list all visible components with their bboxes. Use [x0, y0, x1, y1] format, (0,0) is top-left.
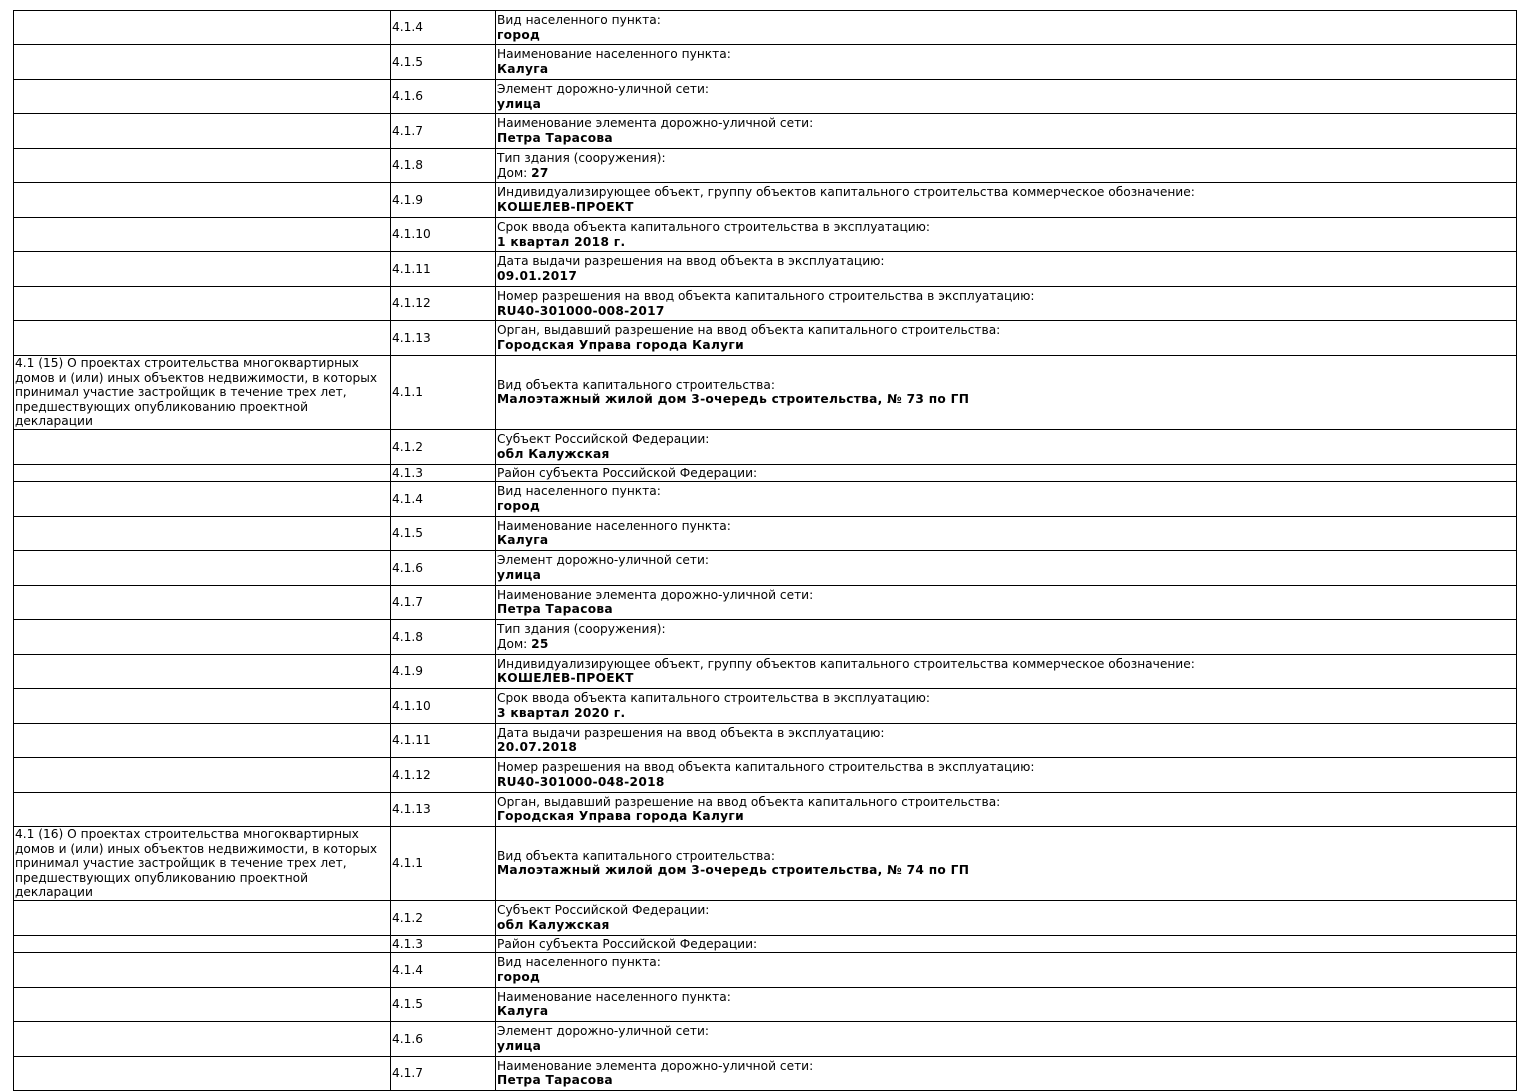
- item-content-cell: [496, 1056, 1517, 1090]
- item-number: 4.1.1: [391, 826, 496, 900]
- item-number: 4.1.2: [391, 429, 496, 464]
- section-cell: [14, 252, 391, 287]
- item-number: 4.1.7: [391, 1056, 496, 1090]
- section-cell: [14, 321, 391, 356]
- item-content-cell: [496, 183, 1517, 218]
- item-value: Петра Тарасова: [497, 131, 613, 145]
- item-value: Калуга: [497, 62, 549, 76]
- item-value: 1 квартал 2018 г.: [497, 234, 626, 249]
- section-cell: [14, 218, 391, 252]
- item-content-cell: [496, 218, 1517, 252]
- item-value: КОШЕЛЕВ-ПРОЕКТ: [497, 200, 634, 214]
- item-label: Наименование элемента дорожно-уличной сети:: [497, 1058, 814, 1073]
- item-value-prefix: Дом:: [497, 636, 532, 651]
- item-label: Субъект Российской Федерации:: [497, 432, 710, 447]
- table-row: [14, 287, 1517, 321]
- item-number: 4.1.7: [391, 585, 496, 619]
- table-row: [14, 900, 1517, 935]
- item-content-cell: [496, 826, 1517, 900]
- item-number: 4.1.4: [391, 952, 496, 987]
- item-content-cell: [496, 321, 1517, 356]
- item-number: 4.1.6: [391, 550, 496, 585]
- item-content-cell: [496, 987, 1517, 1021]
- item-label: Орган, выдавший разрешение на ввод объекта капитального строительства:: [497, 794, 1001, 809]
- item-content-cell: [496, 550, 1517, 585]
- table-row: [14, 149, 1517, 183]
- table-row: [14, 585, 1517, 619]
- section-cell: [14, 619, 391, 654]
- item-number: 4.1.4: [391, 11, 496, 45]
- item-label: Тип здания (сооружения):: [497, 622, 666, 637]
- item-number: 4.1.6: [391, 1021, 496, 1056]
- section-cell: [14, 481, 391, 516]
- table-row: [14, 688, 1517, 723]
- item-value: Городская Управа города Калуги: [497, 338, 744, 352]
- item-value: Малоэтажный жилой дом 3-очередь строительства, № 74 по ГП: [497, 863, 970, 878]
- item-content-cell: [496, 688, 1517, 723]
- item-value: RU40-301000-008-2017: [497, 303, 665, 318]
- item-value: 3 квартал 2020 г.: [497, 705, 626, 720]
- item-number: 4.1.10: [391, 688, 496, 723]
- item-number: 4.1.9: [391, 654, 496, 688]
- item-content-cell: [496, 654, 1517, 688]
- item-label: Наименование элемента дорожно-уличной сети:: [497, 587, 814, 602]
- item-value: улица: [497, 1038, 542, 1053]
- section-cell: [14, 516, 391, 550]
- section-cell: [14, 654, 391, 688]
- table-row: [14, 183, 1517, 218]
- section-cell: [14, 826, 391, 900]
- section-cell: [14, 11, 391, 45]
- item-number: 4.1.3: [391, 464, 496, 481]
- item-value: КОШЕЛЕВ-ПРОЕКТ: [497, 671, 634, 686]
- item-label: Срок ввода объекта капитального строительства в эксплуатацию:: [497, 691, 931, 706]
- item-content-cell: [496, 287, 1517, 321]
- table-row: [14, 11, 1517, 45]
- table-row: [14, 252, 1517, 287]
- item-number: 4.1.5: [391, 45, 496, 80]
- table-row: [14, 481, 1517, 516]
- section-cell: [14, 987, 391, 1021]
- item-content-cell: [496, 114, 1517, 149]
- item-label: Вид населенного пункта:: [497, 484, 661, 499]
- item-content-cell: [496, 252, 1517, 287]
- section-cell: [14, 585, 391, 619]
- table-row: [14, 429, 1517, 464]
- item-number: 4.1.2: [391, 900, 496, 935]
- item-label: Вид населенного пункта:: [497, 12, 661, 27]
- item-label: Район субъекта Российской Федерации:: [497, 465, 758, 480]
- section-cell: [14, 1021, 391, 1056]
- item-content-cell: [496, 45, 1517, 80]
- item-number: 4.1.10: [391, 218, 496, 252]
- table-row: [14, 516, 1517, 550]
- item-label: Индивидуализирующее объект, группу объектов капитального строительства коммерческое обозначение:: [497, 185, 1195, 200]
- item-number: 4.1.9: [391, 183, 496, 218]
- item-content-cell: [496, 464, 1517, 481]
- item-content-cell: [496, 792, 1517, 826]
- section-title: 4.1 (15) О проектах строительства многоквартирных домов и (или) иных объектов недвижимости, в которых принимал участие застройщик в течение трех лет, предшествующих опубликованию проектной декларации: [15, 356, 378, 429]
- table-row: [14, 619, 1517, 654]
- item-label: Наименование населенного пункта:: [497, 989, 731, 1004]
- table-row: [14, 792, 1517, 826]
- item-label: Наименование населенного пункта:: [497, 518, 731, 533]
- section-cell: [14, 688, 391, 723]
- item-number: 4.1.6: [391, 80, 496, 114]
- item-number: 4.1.12: [391, 287, 496, 321]
- item-label: Вид объекта капитального строительства:: [497, 848, 775, 863]
- item-content-cell: [496, 11, 1517, 45]
- item-content-cell: [496, 723, 1517, 757]
- item-value: Калуга: [497, 533, 549, 548]
- section-cell: [14, 952, 391, 987]
- section-cell: [14, 429, 391, 464]
- section-cell: [14, 287, 391, 321]
- item-value-line: [497, 637, 1515, 652]
- item-label: Элемент дорожно-уличной сети:: [497, 553, 709, 568]
- item-label: Дата выдачи разрешения на ввод объекта в эксплуатацию:: [497, 725, 885, 740]
- item-label: Наименование элемента дорожно-уличной сети:: [497, 116, 814, 131]
- item-value-prefix: Дом:: [497, 165, 532, 180]
- table-row: [14, 45, 1517, 80]
- item-label: Вид населенного пункта:: [497, 955, 661, 970]
- item-number: 4.1.7: [391, 114, 496, 149]
- item-content-cell: [496, 757, 1517, 792]
- section-cell: [14, 183, 391, 218]
- item-content-cell: [496, 516, 1517, 550]
- section-cell: [14, 757, 391, 792]
- item-number: 4.1.13: [391, 792, 496, 826]
- item-value: город: [497, 969, 541, 984]
- item-value: RU40-301000-048-2018: [497, 774, 665, 789]
- item-number: 4.1.4: [391, 481, 496, 516]
- table-row: [14, 826, 1517, 900]
- section-cell: [14, 80, 391, 114]
- table-row: [14, 952, 1517, 987]
- item-number: 4.1.11: [391, 723, 496, 757]
- item-value: Петра Тарасова: [497, 602, 613, 617]
- item-content-cell: [496, 952, 1517, 987]
- table-row: [14, 114, 1517, 149]
- table-row: [14, 321, 1517, 356]
- item-content-cell: [496, 1021, 1517, 1056]
- item-value: обл Калужская: [497, 446, 610, 461]
- item-label: Орган, выдавший разрешение на ввод объекта капитального строительства:: [497, 323, 1001, 338]
- item-number: 4.1.13: [391, 321, 496, 356]
- declaration-table-body: [14, 11, 1517, 1091]
- table-row: [14, 356, 1517, 430]
- item-number: 4.1.5: [391, 987, 496, 1021]
- item-content-cell: [496, 619, 1517, 654]
- table-row: [14, 1056, 1517, 1090]
- declaration-table: [13, 10, 1517, 1091]
- item-number: 4.1.5: [391, 516, 496, 550]
- item-label: Номер разрешения на ввод объекта капитального строительства в эксплуатацию:: [497, 288, 1035, 303]
- table-row: [14, 464, 1517, 481]
- section-cell: [14, 149, 391, 183]
- item-value: Городская Управа города Калуги: [497, 809, 744, 824]
- item-value: улица: [497, 96, 542, 111]
- item-label: Дата выдачи разрешения на ввод объекта в эксплуатацию:: [497, 254, 885, 269]
- item-value: 27: [531, 165, 549, 180]
- item-label: Срок ввода объекта капитального строительства в эксплуатацию:: [497, 219, 931, 234]
- item-label: Индивидуализирующее объект, группу объектов капитального строительства коммерческое обозначение:: [497, 656, 1195, 671]
- item-content-cell: [496, 356, 1517, 430]
- item-value: Калуга: [497, 1004, 549, 1019]
- item-content-cell: [496, 429, 1517, 464]
- item-value: 20.07.2018: [497, 740, 578, 755]
- item-value: 09.01.2017: [497, 269, 578, 283]
- item-value: город: [497, 27, 541, 42]
- item-value-line: [497, 166, 1515, 181]
- item-content-cell: [496, 149, 1517, 183]
- table-row: [14, 550, 1517, 585]
- section-cell: [14, 114, 391, 149]
- section-cell: [14, 935, 391, 952]
- table-row: [14, 218, 1517, 252]
- item-content-cell: [496, 935, 1517, 952]
- table-row: [14, 723, 1517, 757]
- item-label: Тип здания (сооружения):: [497, 150, 666, 165]
- table-row: [14, 935, 1517, 952]
- table-row: [14, 80, 1517, 114]
- section-cell: [14, 900, 391, 935]
- item-content-cell: [496, 585, 1517, 619]
- table-row: [14, 987, 1517, 1021]
- section-cell: [14, 792, 391, 826]
- item-value: обл Калужская: [497, 917, 610, 932]
- item-content-cell: [496, 900, 1517, 935]
- table-row: [14, 654, 1517, 688]
- item-number: 4.1.12: [391, 757, 496, 792]
- item-number: 4.1.1: [391, 356, 496, 430]
- item-label: Номер разрешения на ввод объекта капитального строительства в эксплуатацию:: [497, 760, 1035, 775]
- item-label: Вид объекта капитального строительства:: [497, 377, 775, 392]
- item-content-cell: [496, 481, 1517, 516]
- section-title: 4.1 (16) О проектах строительства многоквартирных домов и (или) иных объектов недвижимости, в которых принимал участие застройщик в течение трех лет, предшествующих опубликованию проектной декларации: [15, 826, 378, 900]
- item-value: улица: [497, 567, 542, 582]
- item-label: Район субъекта Российской Федерации:: [497, 936, 758, 951]
- table-row: [14, 1021, 1517, 1056]
- section-cell: [14, 356, 391, 430]
- item-number: 4.1.11: [391, 252, 496, 287]
- item-value: 25: [531, 636, 549, 651]
- item-label: Элемент дорожно-уличной сети:: [497, 81, 709, 96]
- item-value: Петра Тарасова: [497, 1073, 613, 1088]
- item-label: Субъект Российской Федерации:: [497, 903, 710, 918]
- item-label: Наименование населенного пункта:: [497, 47, 731, 62]
- item-label: Элемент дорожно-уличной сети:: [497, 1024, 709, 1039]
- section-cell: [14, 45, 391, 80]
- item-content-cell: [496, 80, 1517, 114]
- item-number: 4.1.8: [391, 619, 496, 654]
- item-value: город: [497, 498, 541, 513]
- item-number: 4.1.3: [391, 935, 496, 952]
- item-number: 4.1.8: [391, 149, 496, 183]
- section-cell: [14, 723, 391, 757]
- item-value: Малоэтажный жилой дом 3-очередь строительства, № 73 по ГП: [497, 392, 970, 407]
- section-cell: [14, 464, 391, 481]
- table-row: [14, 757, 1517, 792]
- section-cell: [14, 550, 391, 585]
- section-cell: [14, 1056, 391, 1090]
